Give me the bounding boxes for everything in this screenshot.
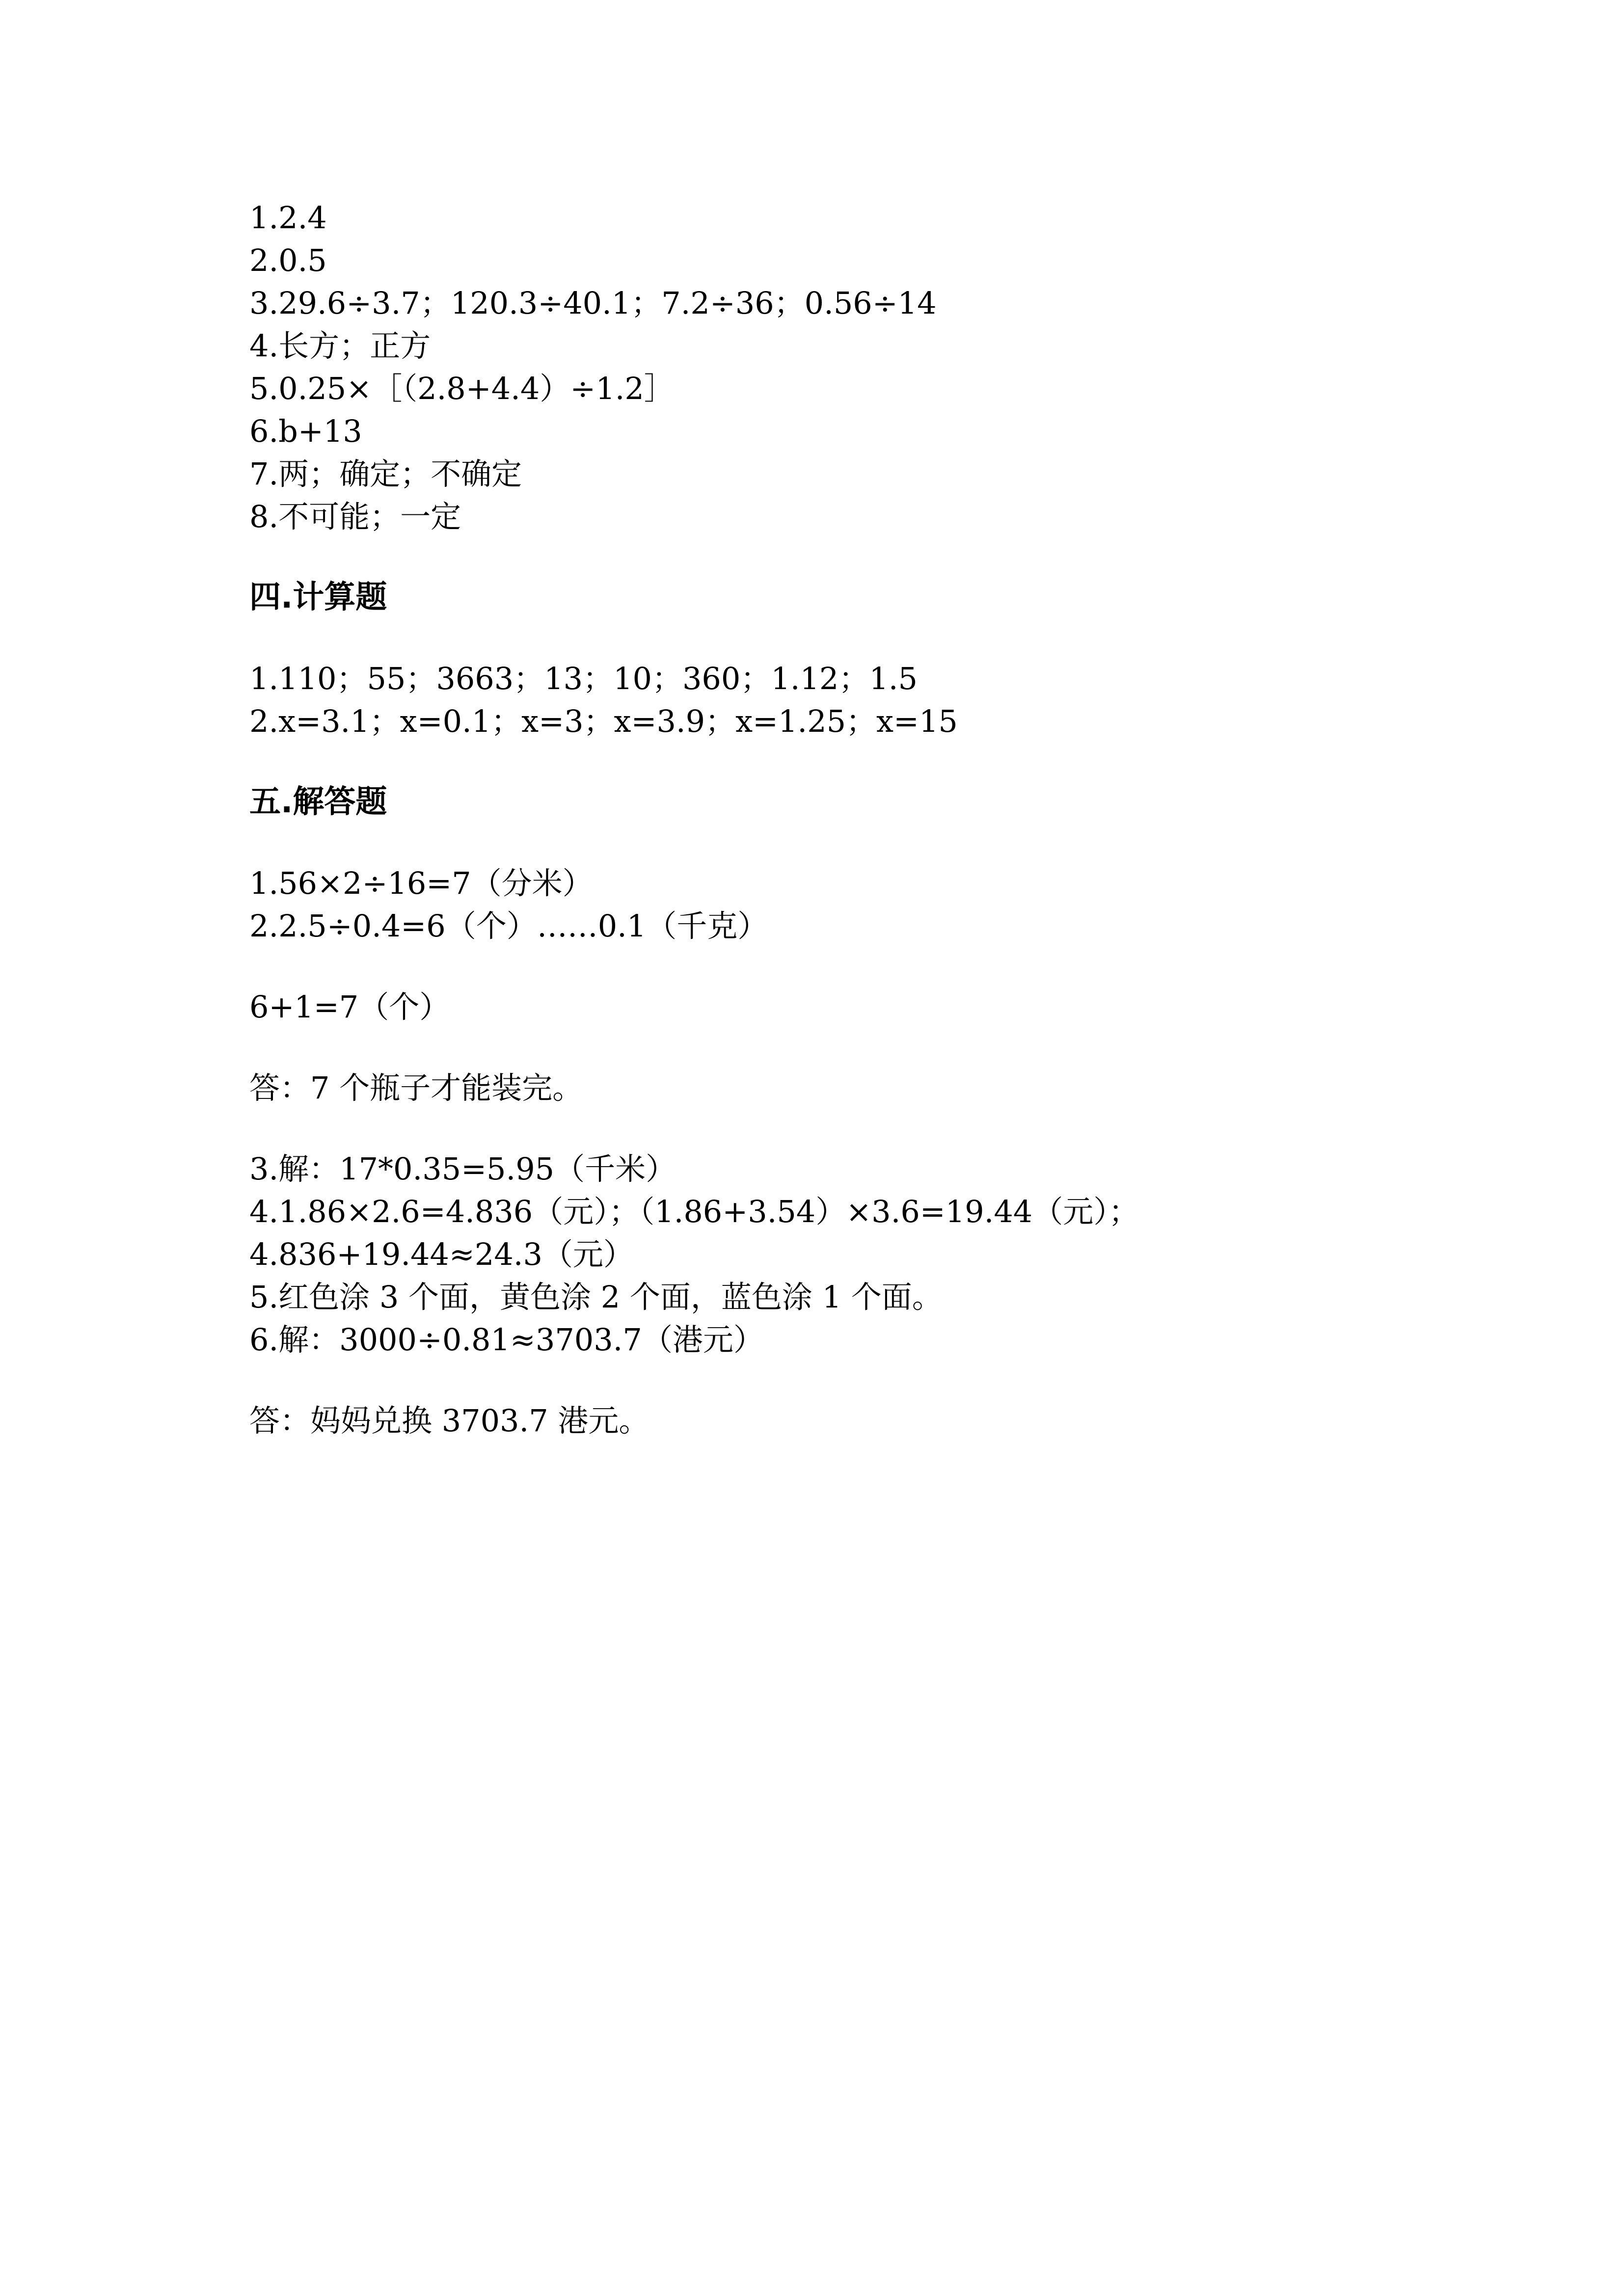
answer-line: 5.0.25×［（2.8+4.4）÷1.2］ xyxy=(249,371,675,406)
answer-line: 1.110；55；3663；13；10；360；1.12；1.5 xyxy=(249,661,918,696)
answer-line: 2.2.5÷0.4=6（个）……0.1（千克） xyxy=(249,908,768,944)
answer-line: 6.解：3000÷0.81≈3703.7（港元） xyxy=(249,1322,764,1358)
answer-line: 3.解：17*0.35=5.95（千米） xyxy=(249,1151,677,1187)
section-5-heading: 五.解答题 xyxy=(249,784,387,820)
section-3-answers xyxy=(249,196,1379,538)
section-5-answers xyxy=(249,862,1379,1442)
answer-line: 6.b+13 xyxy=(249,413,362,449)
answer-line: 8.不可能；一定 xyxy=(249,499,461,534)
answer-sheet xyxy=(249,196,1379,1442)
section-4-answers xyxy=(249,657,1379,743)
answer-line: 2.0.5 xyxy=(249,242,327,278)
answer-line: 4.836+19.44≈24.3（元） xyxy=(249,1236,634,1272)
answer-paragraph: 6+1=7（个） xyxy=(249,989,450,1025)
answer-line: 4.1.86×2.6=4.836（元）；（1.86+3.54）×3.6=19.44（元）； xyxy=(249,1194,1139,1229)
answer-line: 1.2.4 xyxy=(249,200,327,236)
section-4-heading: 四.计算题 xyxy=(249,579,387,615)
answer-paragraph: 答：妈妈兑换 3703.7 港元。 xyxy=(249,1403,650,1439)
answer-line: 4.长方；正方 xyxy=(249,328,431,364)
answer-line: 3.29.6÷3.7；120.3÷40.1；7.2÷36；0.56÷14 xyxy=(249,285,937,321)
answer-line: 1.56×2÷16=7（分米） xyxy=(249,865,593,901)
answer-line: 5.红色涂 3 个面，黄色涂 2 个面，蓝色涂 1 个面。 xyxy=(249,1279,943,1315)
answer-line: 7.两；确定；不确定 xyxy=(249,456,522,492)
answer-group xyxy=(249,1148,1379,1361)
answer-paragraph: 答：7 个瓶子才能装完。 xyxy=(249,1070,583,1106)
answer-line: 2.x=3.1；x=0.1；x=3；x=3.9；x=1.25；x=15 xyxy=(249,703,958,739)
